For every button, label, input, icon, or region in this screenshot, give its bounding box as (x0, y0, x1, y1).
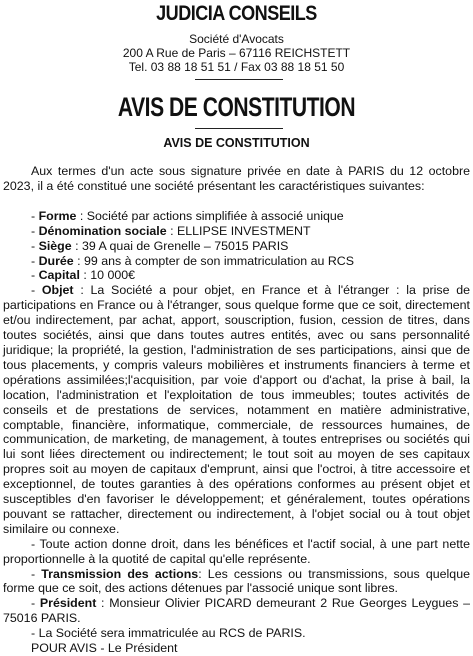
field-label: Objet (41, 283, 74, 298)
field-duree: - Durée : 99 ans à compter de son immatriculation au RCS (31, 253, 354, 268)
title-divider (195, 128, 283, 129)
field-value: : ELLIPSE INVESTMENT (166, 223, 311, 238)
notice-title: AVIS DE CONSTITUTION (117, 92, 356, 122)
field-label: Siège (38, 238, 72, 253)
field-label: Durée (38, 253, 74, 268)
field-objet: - Objet : La Société a pour objet, en France et à l'étranger : la prise de participations en France ou à l'étranger, sous quelque forme que ce soit, directement et/ou indirectement, par achat, apport, souscription, fusion, cession de titres, dans toutes sociétés, ainsi que dans toutes autres entités, avec ou sans personnalité juridique; la propriété, la gestion, l'administration de ses participations, ainsi que de tous placements, y compris valeurs mobilières et instruments financiers à terme et opérations assimilées;l'acquisition, par voie d'apport ou d'achat, la prise à bail, la location, l'administration et l'exploitation de tous immeubles; toutes activités de conseils et de prestations de services, notamment en matière administrative, comptable, financière, informatique, commerciale, de ressources humaines, de communication, de marketing, de management, à toutes entreprises ou sociétés qui lui sont liées directement ou indirectement; le tout soit au moyen de ses capitaux propres soit au moyen de capitaux d'emprunt, ainsi que l'octroi, à titre accessoire et exceptionnel, de toutes garanties à des opérations conformes au présent objet et susceptibles d'en favoriser le développement; et généralement, toutes opérations pouvant se rattacher, directement ou indirectement, à l'objet social ou à tout objet similaire ou connexe. (3, 283, 470, 536)
field-capital: - Capital : 10 000€ (31, 268, 136, 283)
firm-phone-fax: Tel. 03 88 18 51 51 / Fax 03 88 18 51 50 (128, 60, 345, 74)
field-value: : Monsieur Olivier PICARD demeurant 2 Rue Georges Leygues – 75016 PARIS. (3, 596, 470, 626)
firm-name: JUDICIA CONSEILS (156, 2, 317, 25)
field-value: : 39 A quai de Grenelle – 75015 PARIS (71, 238, 289, 253)
field-denomination: - Dénomination sociale : ELLIPSE INVESTMENT (31, 223, 311, 238)
notice-subtitle: AVIS DE CONSTITUTION (163, 136, 310, 150)
notice-body (3, 164, 470, 656)
field-label: Transmission des actions (41, 566, 199, 581)
field-label: Capital (38, 268, 80, 283)
field-value: : Les cessions ou transmissions, sous quelque forme que ce soit, des actions détenues par l'associé unique sont libres. (3, 566, 470, 596)
field-label: Dénomination sociale (38, 223, 167, 238)
field-forme: - Forme : Société par actions simplifiée à associé unique (31, 208, 344, 223)
field-label: Président (39, 596, 97, 611)
intro-paragraph: Aux termes d'un acte sous signature privée en date à PARIS du 12 octobre 2023, il a été constitué une société présentant les caractéristiques suivantes: (3, 164, 470, 193)
field-value: : 10 000€ (79, 268, 136, 283)
field-value: : La Société a pour objet, en France et à l'étranger : la prise de participations en France ou à l'étranger, sous quelque forme que ce soit, directement et/ou indirectement, par achat, apport, souscription, fusion, cession de titres, dans toutes sociétés, ainsi que dans toutes autres entités, avec ou sans personnalité juridique; la propriété, la gestion, l'administration de ses participations, ainsi que de tous placements, y compris valeurs mobilières et instruments financiers à terme et opérations assimilées;l'acquisition, par voie d'apport ou d'achat, la prise à bail, la location, l'administration et l'exploitation de tous immeubles; toutes activités de conseils et de prestations de services, notamment en matière administrative, comptable, financière, informatique, commerciale, de ressources humaines, de communication, de marketing, de management, à toutes entreprises ou sociétés qui lui sont liées directement ou indirectement; le tout soit au moyen de ses capitaux propres soit au moyen de capitaux d'emprunt, ainsi que l'octroi, à titre accessoire et exceptionnel, de toutes garanties à des opérations conformes au présent objet et susceptibles d'en favoriser le développement; et généralement, toutes opérations pouvant se rattacher, directement ou indirectement, à l'objet social ou à tout objet similaire ou connexe. (3, 283, 470, 536)
field-action-note: - Toute action donne droit, dans les bénéfices et l'actif social, à une part nette proportionnelle à la quotité de capital qu'elle représente. (3, 536, 470, 566)
header-divider (195, 79, 283, 80)
closing-rcs: - La Société sera immatriculée au RCS de PARIS. (31, 626, 306, 641)
closing-signature: POUR AVIS - Le Président (31, 641, 178, 656)
firm-address: 200 A Rue de Paris – 67116 REICHSTETT (122, 46, 351, 60)
field-label: Forme (38, 208, 77, 223)
field-value: : Société par actions simplifiée à associé unique (76, 208, 344, 223)
field-transmission: - Transmission des actions: Les cessions ou transmissions, sous quelque forme que ce soit, des actions détenues par l'associé unique sont libres. (3, 566, 470, 596)
firm-type: Société d'Avocats (189, 32, 284, 46)
field-value: : 99 ans à compter de son immatriculation au RCS (73, 253, 354, 268)
field-president: - Président : Monsieur Olivier PICARD demeurant 2 Rue Georges Leygues – 75016 PARIS. (3, 596, 470, 626)
field-siege: - Siège : 39 A quai de Grenelle – 75015 PARIS (31, 238, 289, 253)
